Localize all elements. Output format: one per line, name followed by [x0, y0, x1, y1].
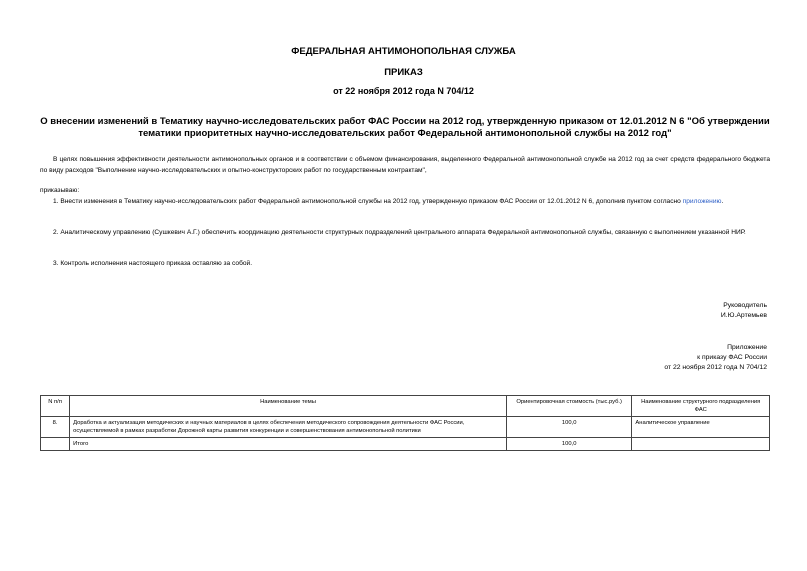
document-title: О внесении изменений в Тематику научно-исследовательских работ ФАС России на 2012 год, утвержденную приказом от 12.01.2012 N 6 "Об утверждении тематики приоритетных научно-исследовательских работ Федеральной антимонопольной службы на 2012 год": [40, 116, 770, 139]
row-name: Доработка и актуализация методических и научных материалов в целях обеспечения методического сопровождения деятельности ФАС России, осуществляемой в рамках разработки Дорожной карты развития конкуренции и совершенствования антимонопольной политики: [70, 417, 507, 438]
total-label: Итого: [70, 438, 507, 451]
table-row: [41, 417, 770, 438]
item-2-paragraph: 2. Аналитическому управлению (Сушкевич А.Г.) обеспечить координацию деятельности структурных подразделений центрального аппарата Федеральной антимонопольной службы, связанную с выполнением указанной НИР.: [53, 229, 746, 236]
appendix-table: [40, 395, 770, 451]
total-cost: 100,0: [506, 438, 632, 451]
item-3-paragraph: 3. Контроль исполнения настоящего приказа оставляю за собой.: [53, 260, 253, 267]
appendix-link[interactable]: приложению: [682, 198, 722, 205]
document-type: ПРИКАЗ: [384, 67, 423, 78]
signature-position: Руководитель: [723, 302, 767, 309]
appendix-heading: [664, 343, 767, 373]
agency-name: ФЕДЕРАЛЬНАЯ АНТИМОНОПОЛЬНАЯ СЛУЖБА: [291, 46, 516, 57]
order-word: приказываю:: [40, 187, 80, 194]
table-header-row: [41, 396, 770, 417]
signature-name: И.Ю.Артемьев: [720, 312, 767, 319]
item-1-end: .: [721, 198, 724, 205]
row-num: 8.: [41, 417, 70, 438]
table-total-row: [41, 438, 770, 451]
item-1-paragraph: [40, 196, 770, 207]
total-dept: [632, 438, 770, 451]
intro-paragraph: В целях повышения эффективности деятельности антимонопольных органов и в соответствии с объемом финансирования, выделенного Федеральной антимонопольной службе на 2012 год за счет средств федерального бюджета по виду расходов "Выполнение научно-исследовательских и опытно-конструкторских работ по государственным контрактам",: [40, 156, 770, 174]
document-date-number: от 22 ноября 2012 года N 704/12: [333, 86, 474, 96]
signature-block: [721, 301, 767, 321]
appendix-line-2: к приказу ФАС России: [697, 354, 767, 361]
row-dept: Аналитическое управление: [632, 417, 770, 438]
total-num: [41, 438, 70, 451]
header-dept: Наименование структурного подразделения ФАС: [632, 396, 770, 417]
header-cost: Ориентировочная стоимость (тыс.руб.): [506, 396, 632, 417]
row-cost: 100,0: [506, 417, 632, 438]
header-num: N п/п: [41, 396, 70, 417]
item-1-text: 1. Внести изменения в Тематику научно-исследовательских работ Федеральной антимонопольной службы на 2012 год, утвержденную приказом ФАС России от 12.01.2012 N 6, дополнив пунктом согласно: [53, 198, 683, 205]
appendix-line-1: Приложение: [727, 344, 767, 351]
header-name: Наименование темы: [70, 396, 507, 417]
appendix-line-3: от 22 ноября 2012 года N 704/12: [664, 364, 767, 371]
